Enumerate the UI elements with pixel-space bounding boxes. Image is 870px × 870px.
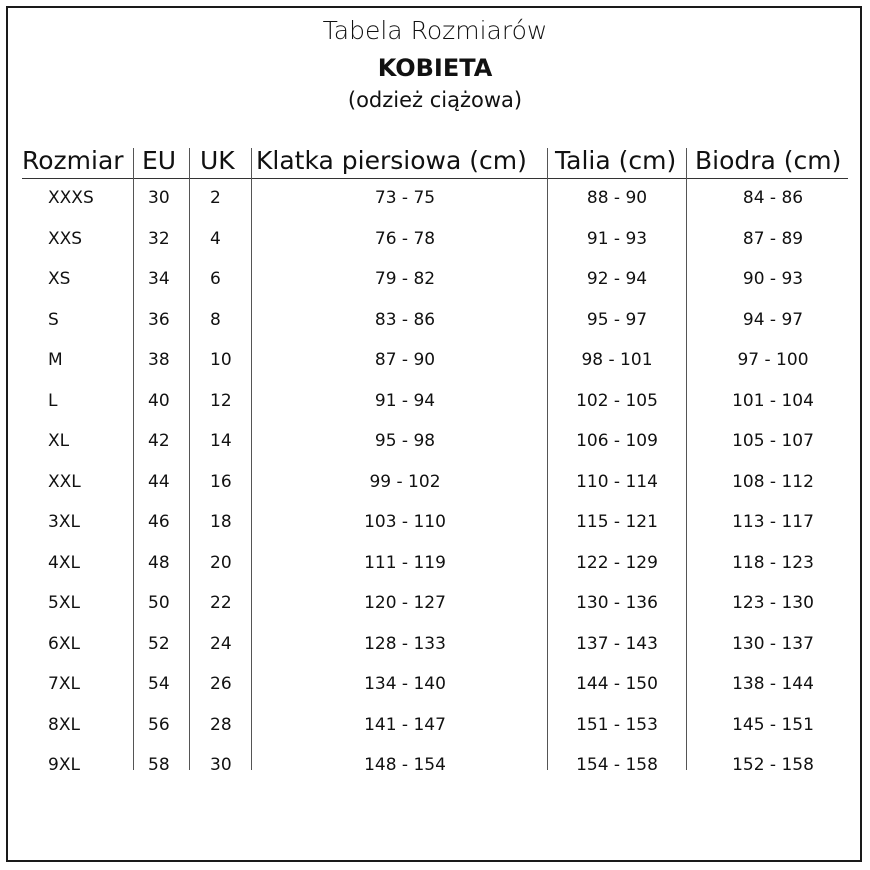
cell-uk: 4 bbox=[210, 228, 221, 249]
header-divider bbox=[22, 178, 848, 179]
header-rozmiar: Rozmiar bbox=[22, 146, 124, 175]
cell-chest: 120 - 127 bbox=[364, 593, 446, 613]
cell-rozmiar: M bbox=[48, 350, 63, 370]
cell-eu: 58 bbox=[148, 755, 170, 775]
cell-waist: 130 - 136 bbox=[576, 593, 658, 613]
cell-uk: 14 bbox=[210, 431, 232, 451]
column-divider bbox=[686, 148, 687, 770]
cell-uk: 24 bbox=[210, 633, 232, 654]
header-eu: EU bbox=[142, 146, 177, 175]
cell-rozmiar: XXL bbox=[48, 471, 81, 492]
cell-eu: 52 bbox=[148, 633, 170, 654]
cell-waist: 92 - 94 bbox=[586, 269, 648, 289]
cell-chest: 148 - 154 bbox=[364, 755, 446, 775]
cell-chest: 111 - 119 bbox=[364, 552, 446, 573]
cell-chest: 76 - 78 bbox=[374, 228, 436, 249]
cell-uk: 8 bbox=[210, 309, 221, 330]
cell-eu: 56 bbox=[148, 714, 170, 735]
cell-hips: 118 - 123 bbox=[732, 552, 814, 573]
cell-uk: 22 bbox=[210, 593, 232, 613]
column-divider bbox=[133, 148, 134, 770]
header-chest: Klatka piersiowa (cm) bbox=[256, 146, 527, 175]
cell-chest: 73 - 75 bbox=[374, 188, 436, 208]
cell-waist: 106 - 109 bbox=[576, 431, 658, 451]
cell-rozmiar: 5XL bbox=[48, 593, 80, 613]
cell-hips: 105 - 107 bbox=[732, 431, 814, 451]
cell-chest: 83 - 86 bbox=[374, 309, 436, 330]
cell-waist: 98 - 101 bbox=[581, 350, 653, 370]
cell-eu: 44 bbox=[148, 471, 170, 492]
page-caption: (odzież ciążowa) bbox=[347, 88, 523, 112]
cell-eu: 32 bbox=[148, 228, 170, 249]
cell-chest: 103 - 110 bbox=[364, 512, 446, 532]
cell-hips: 84 - 86 bbox=[742, 188, 804, 208]
column-divider bbox=[251, 148, 252, 770]
cell-eu: 36 bbox=[148, 309, 170, 330]
cell-chest: 79 - 82 bbox=[374, 269, 436, 289]
cell-hips: 108 - 112 bbox=[732, 471, 814, 492]
cell-uk: 18 bbox=[210, 512, 232, 532]
cell-rozmiar: XL bbox=[48, 431, 70, 451]
header-waist: Talia (cm) bbox=[555, 146, 677, 175]
cell-waist: 95 - 97 bbox=[586, 309, 648, 330]
header-uk: UK bbox=[200, 146, 235, 175]
cell-hips: 97 - 100 bbox=[737, 350, 809, 370]
cell-eu: 42 bbox=[148, 431, 170, 451]
cell-eu: 30 bbox=[148, 188, 170, 208]
header-hips: Biodra (cm) bbox=[695, 146, 842, 175]
cell-eu: 46 bbox=[148, 512, 170, 532]
cell-uk: 30 bbox=[210, 755, 232, 775]
cell-rozmiar: S bbox=[48, 309, 59, 330]
cell-rozmiar: 8XL bbox=[48, 714, 80, 735]
cell-rozmiar: 4XL bbox=[48, 552, 80, 573]
cell-eu: 38 bbox=[148, 350, 170, 370]
cell-chest: 134 - 140 bbox=[364, 674, 446, 694]
cell-waist: 91 - 93 bbox=[586, 228, 648, 249]
cell-eu: 34 bbox=[148, 269, 170, 289]
cell-waist: 88 - 90 bbox=[586, 188, 648, 208]
cell-rozmiar: L bbox=[48, 390, 58, 411]
cell-hips: 87 - 89 bbox=[742, 228, 804, 249]
cell-waist: 137 - 143 bbox=[576, 633, 658, 654]
cell-hips: 123 - 130 bbox=[732, 593, 814, 613]
cell-uk: 6 bbox=[210, 269, 221, 289]
cell-eu: 54 bbox=[148, 674, 170, 694]
cell-chest: 141 - 147 bbox=[364, 714, 446, 735]
cell-rozmiar: 7XL bbox=[48, 674, 80, 694]
cell-uk: 12 bbox=[210, 390, 232, 411]
cell-chest: 99 - 102 bbox=[369, 471, 441, 492]
cell-chest: 87 - 90 bbox=[374, 350, 436, 370]
cell-chest: 128 - 133 bbox=[364, 633, 446, 654]
cell-waist: 115 - 121 bbox=[576, 512, 658, 532]
column-divider bbox=[189, 148, 190, 770]
cell-hips: 145 - 151 bbox=[732, 714, 814, 735]
cell-rozmiar: 3XL bbox=[48, 512, 80, 532]
cell-waist: 151 - 153 bbox=[576, 714, 658, 735]
cell-waist: 144 - 150 bbox=[576, 674, 658, 694]
cell-chest: 91 - 94 bbox=[374, 390, 436, 411]
cell-chest: 95 - 98 bbox=[374, 431, 436, 451]
cell-waist: 122 - 129 bbox=[576, 552, 658, 573]
cell-hips: 130 - 137 bbox=[732, 633, 814, 654]
cell-uk: 2 bbox=[210, 188, 221, 208]
cell-hips: 152 - 158 bbox=[732, 755, 814, 775]
cell-rozmiar: XXS bbox=[48, 228, 83, 249]
cell-rozmiar: XXXS bbox=[48, 188, 94, 208]
cell-hips: 94 - 97 bbox=[742, 309, 804, 330]
cell-rozmiar: 6XL bbox=[48, 633, 80, 654]
cell-waist: 154 - 158 bbox=[576, 755, 658, 775]
page-title: Tabela Rozmiarów bbox=[322, 16, 548, 45]
cell-rozmiar: 9XL bbox=[48, 755, 80, 775]
cell-waist: 102 - 105 bbox=[576, 390, 658, 411]
cell-hips: 138 - 144 bbox=[732, 674, 814, 694]
cell-uk: 20 bbox=[210, 552, 232, 573]
cell-hips: 113 - 117 bbox=[732, 512, 814, 532]
cell-eu: 48 bbox=[148, 552, 170, 573]
cell-eu: 50 bbox=[148, 593, 170, 613]
cell-eu: 40 bbox=[148, 390, 170, 411]
cell-hips: 101 - 104 bbox=[732, 390, 814, 411]
cell-waist: 110 - 114 bbox=[576, 471, 658, 492]
page-subtitle: KOBIETA bbox=[377, 54, 493, 82]
cell-uk: 10 bbox=[210, 350, 232, 370]
cell-uk: 16 bbox=[210, 471, 232, 492]
cell-uk: 28 bbox=[210, 714, 232, 735]
cell-uk: 26 bbox=[210, 674, 232, 694]
cell-rozmiar: XS bbox=[48, 269, 71, 289]
cell-hips: 90 - 93 bbox=[742, 269, 804, 289]
